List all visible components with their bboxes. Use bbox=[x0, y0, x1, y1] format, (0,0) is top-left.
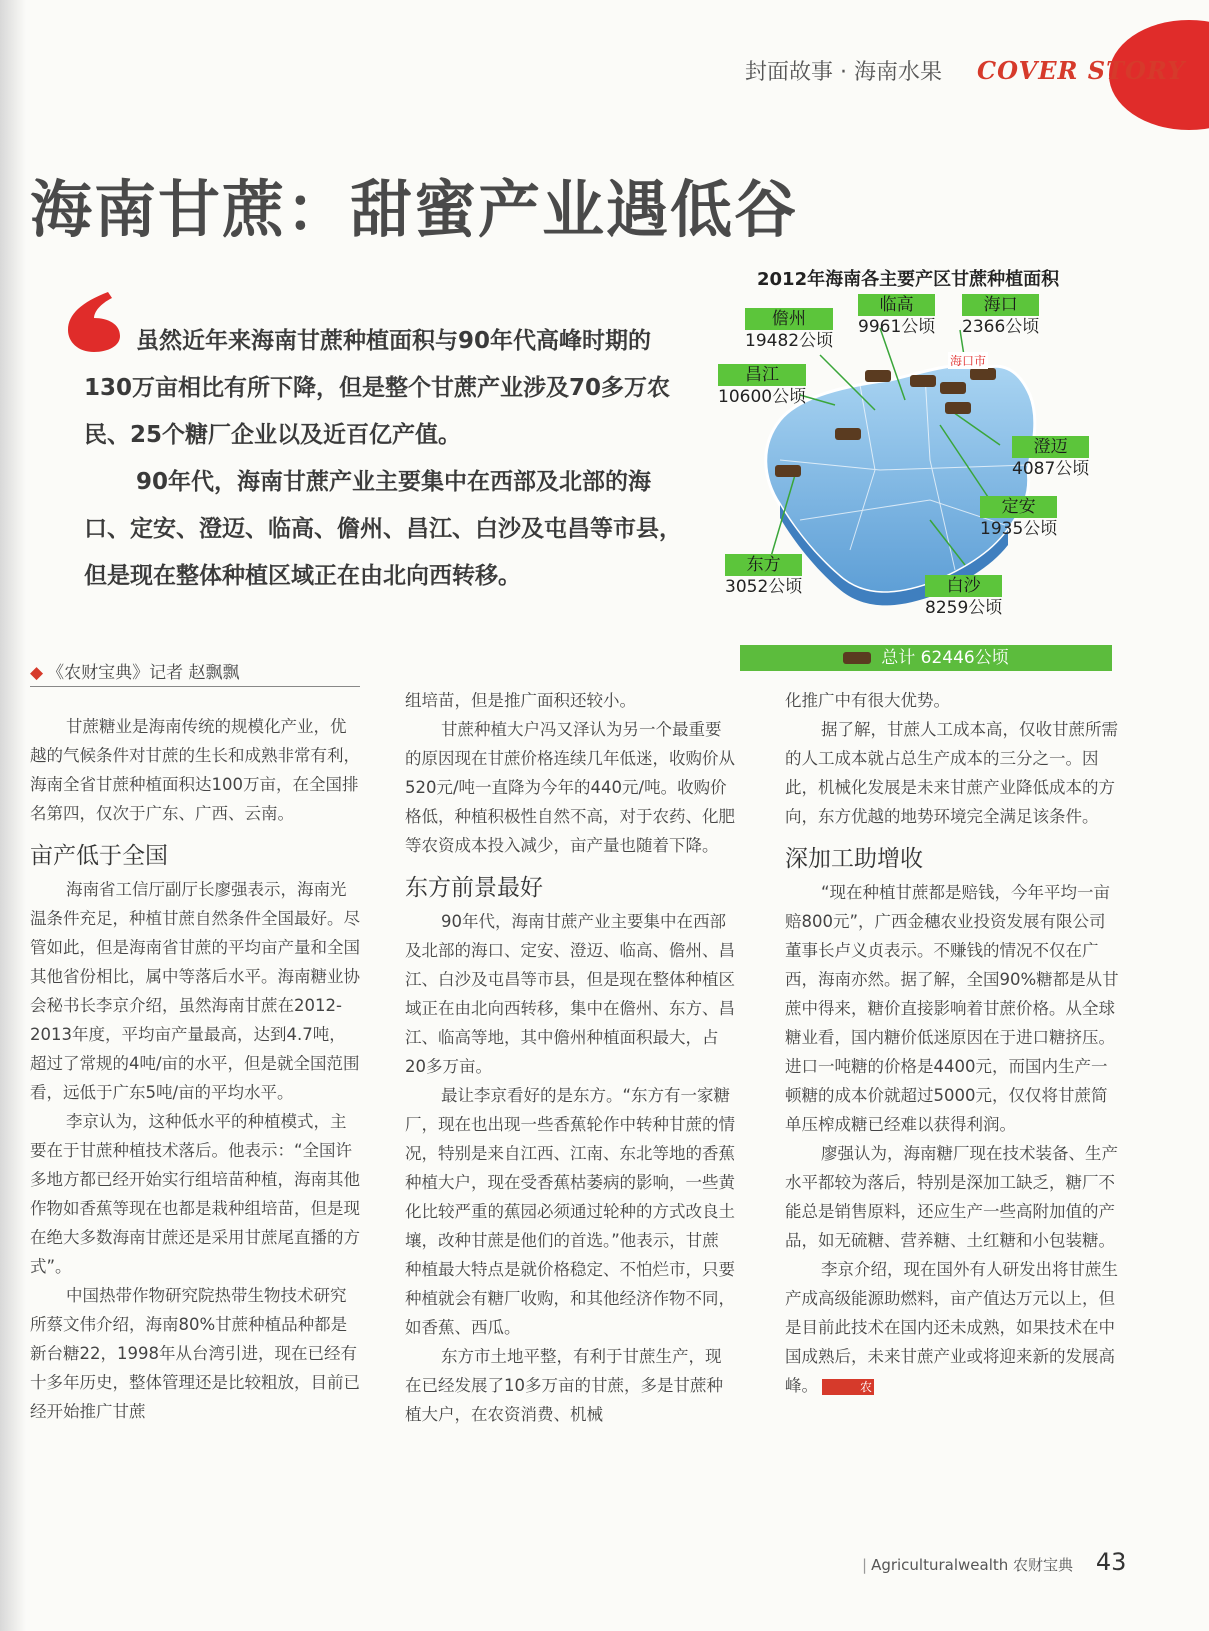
column-3 bbox=[785, 686, 1120, 1400]
column-2 bbox=[405, 686, 735, 1429]
paragraph: “现在种植甘蔗都是赔钱，今年平均一亩赔800元”，广西金穗农业投资发展有限公司董事长卢义贞表示。不赚钱的情况不仅在广西，海南亦然。据了解，全国90%糖都是从甘蔗中得来，糖价直接影响着甘蔗价格。从全球糖业看，国内糖价低迷原因在于进口糖挤压。进口一吨糖的价格是4400元，而国内生产一顿糖的成本价就超过5000元，仅仅将甘蔗简单压榨成糖已经难以获得利润。 bbox=[785, 883, 1119, 1134]
paragraph: 组培苗，但是推广面积还较小。 bbox=[405, 691, 636, 710]
paragraph: 海南省工信厅副厅长廖强表示，海南光温条件充足，种植甘蔗自然条件全国最好。尽管如此，但是海南省甘蔗的平均亩产量和全国其他省份相比，属中等落后水平。海南糖业协会秘书长李京介绍，虽然海南甘蔗在2012-2013年度，平均亩产量最高，达到4.7吨，超过了常规的4吨/亩的水平，但是就全国范围看，远低于广东5吨/亩的平均水平。 bbox=[30, 880, 360, 1102]
region-name: 定安 bbox=[980, 496, 1057, 518]
region-area: 4087公顷 bbox=[1012, 459, 1090, 479]
region-area: 2366公顷 bbox=[962, 317, 1040, 337]
map-total: 总计 62446公顷 bbox=[881, 648, 1009, 668]
column-1 bbox=[30, 712, 360, 1426]
paragraph: 90年代，海南甘蔗产业主要集中在西部及北部的海口、定安、澄迈、临高、儋州、昌江、白沙及屯昌等市县，但是现在整体种植区域正在由北向西转移，集中在儋州、东方、昌江、临高等地，其中儋州种植面积最大，占20多万亩。 bbox=[405, 912, 735, 1076]
subheading: 深加工助增收 bbox=[785, 846, 923, 872]
paragraph-text: 李京介绍，现在国外有人研发出将甘蔗生产成高级能源助燃料，亩产值达万元以上，但是目前此技术在国内还未成熟，如果技术在中国成熟后，未来甘蔗产业或将迎来新的发展高峰。 bbox=[785, 1260, 1118, 1395]
page-footer: | Agriculturalwealth 农财宝典 43 bbox=[862, 1548, 1127, 1576]
region-name: 昌江 bbox=[718, 364, 806, 386]
byline-text: 《农财宝典》记者 赵飘飘 bbox=[47, 663, 240, 683]
region-name: 海口 bbox=[962, 294, 1039, 316]
haikou-city-label: 海口市 bbox=[950, 354, 987, 368]
region-danzhou bbox=[745, 308, 833, 352]
cover-story-label: COVER STORY bbox=[976, 56, 1186, 85]
page-number: 43 bbox=[1095, 1548, 1127, 1576]
lead-text-1: 虽然近年来海南甘蔗种植面积与90年代高峰时期的130万亩相比有所下降，但是整个甘蔗产业涉及70多万农民、25个糖厂企业以及近百亿产值。 bbox=[84, 328, 671, 448]
region-name: 东方 bbox=[725, 554, 802, 576]
end-mark-icon: 农 bbox=[822, 1379, 874, 1395]
magazine-name-cn: 农财宝典 bbox=[1013, 1556, 1074, 1574]
region-haikou bbox=[962, 294, 1039, 338]
region-name: 临高 bbox=[858, 294, 935, 316]
section-header bbox=[745, 55, 1185, 86]
region-dongfang bbox=[725, 554, 802, 598]
region-baisha bbox=[925, 575, 1002, 619]
paragraph: 中国热带作物研究院热带生物技术研究所蔡文伟介绍，海南80%甘蔗种植品种都是新台糖22，1998年从台湾引进，现在已经有十多年历史，整体管理还是比较粗放，目前已经开始推广甘蔗 bbox=[30, 1286, 360, 1421]
map-total-bar bbox=[740, 645, 1112, 671]
region-area: 8259公顷 bbox=[925, 598, 1003, 618]
paragraph: 甘蔗糖业是海南传统的规模化产业，优越的气候条件对甘蔗的生长和成熟非常有利，海南全省甘蔗种植面积达100万亩，在全国排名第四，仅次于广东、广西、云南。 bbox=[30, 717, 360, 823]
region-area: 3052公顷 bbox=[725, 577, 803, 597]
paragraph: 化推广中有很大优势。 bbox=[785, 691, 950, 710]
region-area: 9961公顷 bbox=[858, 317, 936, 337]
lead-text-2: 90年代，海南甘蔗产业主要集中在西部及北部的海口、定安、澄迈、临高、儋州、昌江、白沙及屯昌等市县，但是现在整体种植区域正在由北向西转移。 bbox=[84, 469, 682, 589]
region-lingao bbox=[858, 294, 935, 338]
map-title: 2012年海南各主要产区甘蔗种植面积 bbox=[757, 269, 1060, 290]
region-name: 澄迈 bbox=[1012, 436, 1089, 458]
paragraph: 最让李京看好的是东方。“东方有一家糖厂，现在也出现一些香蕉轮作中转种甘蔗的情况，特别是来自江西、江南、东北等地的香蕉种植大户，现在受香蕉枯萎病的影响，一些黄化比较严重的蕉园必须通过轮种的方式改良土壤，改种甘蔗是他们的首选。”他表示，甘蔗种植最大特点是就价格稳定、不怕烂市，只要种植就会有糖厂收购，和其他经济作物不同，如香蕉、西瓜。 bbox=[405, 1086, 735, 1337]
region-changjiang bbox=[718, 364, 806, 408]
region-name: 白沙 bbox=[925, 575, 1002, 597]
subheading: 东方前景最好 bbox=[405, 875, 543, 901]
article-title: 海南甘蔗：甜蜜产业遇低谷 bbox=[30, 173, 799, 246]
region-area: 19482公顷 bbox=[745, 331, 834, 351]
region-area: 1935公顷 bbox=[980, 519, 1058, 539]
magazine-name-en: Agriculturalwealth bbox=[871, 1556, 1009, 1574]
paragraph: 据了解，甘蔗人工成本高，仅收甘蔗所需的人工成本就占总生产成本的三分之一。因此，机械化发展是未来甘蔗产业降低成本的方向，东方优越的地势环境完全满足该条件。 bbox=[785, 720, 1118, 826]
section-label: 封面故事 · 海南水果 bbox=[745, 60, 942, 85]
paragraph: 东方市土地平整，有利于甘蔗生产，现在已经发展了10多万亩的甘蔗，多是甘蔗种植大户，在农资消费、机械 bbox=[405, 1347, 723, 1424]
paragraph bbox=[785, 1255, 1120, 1400]
byline bbox=[30, 658, 360, 687]
region-chengmai bbox=[1012, 436, 1089, 480]
region-dingan bbox=[980, 496, 1057, 540]
subheading: 亩产低于全国 bbox=[30, 843, 168, 869]
page-gutter-shadow bbox=[0, 0, 26, 1631]
paragraph: 甘蔗种植大户冯又泽认为另一个最重要的原因现在甘蔗价格连续几年低迷，收购价从520元/吨一直降为今年的440元/吨。收购价格低，种植积极性自然不高，对于农药、化肥等农资成本投入减少，亩产量也随着下降。 bbox=[405, 720, 735, 855]
sugarcane-icon bbox=[843, 652, 871, 664]
lead-paragraph bbox=[84, 318, 694, 600]
paragraph: 廖强认为，海南糖厂现在技术装备、生产水平都较为落后，特别是深加工缺乏，糖厂不能总是销售原料，还应生产一些高附加值的产品，如无硫糖、营养糖、土红糖和小包装糖。 bbox=[785, 1144, 1118, 1250]
diamond-icon: ◆ bbox=[30, 663, 44, 683]
region-area: 10600公顷 bbox=[718, 387, 807, 407]
hainan-map bbox=[718, 295, 1110, 640]
region-name: 儋州 bbox=[745, 308, 833, 330]
paragraph: 李京认为，这种低水平的种植模式，主要在于甘蔗种植技术落后。他表示：“全国许多地方都已经开始实行组培苗种植，海南其他作物如香蕉等现在也都是栽种组培苗，但是现在绝大多数海南甘蔗还是采用甘蔗尾直播的方式”。 bbox=[30, 1112, 360, 1276]
